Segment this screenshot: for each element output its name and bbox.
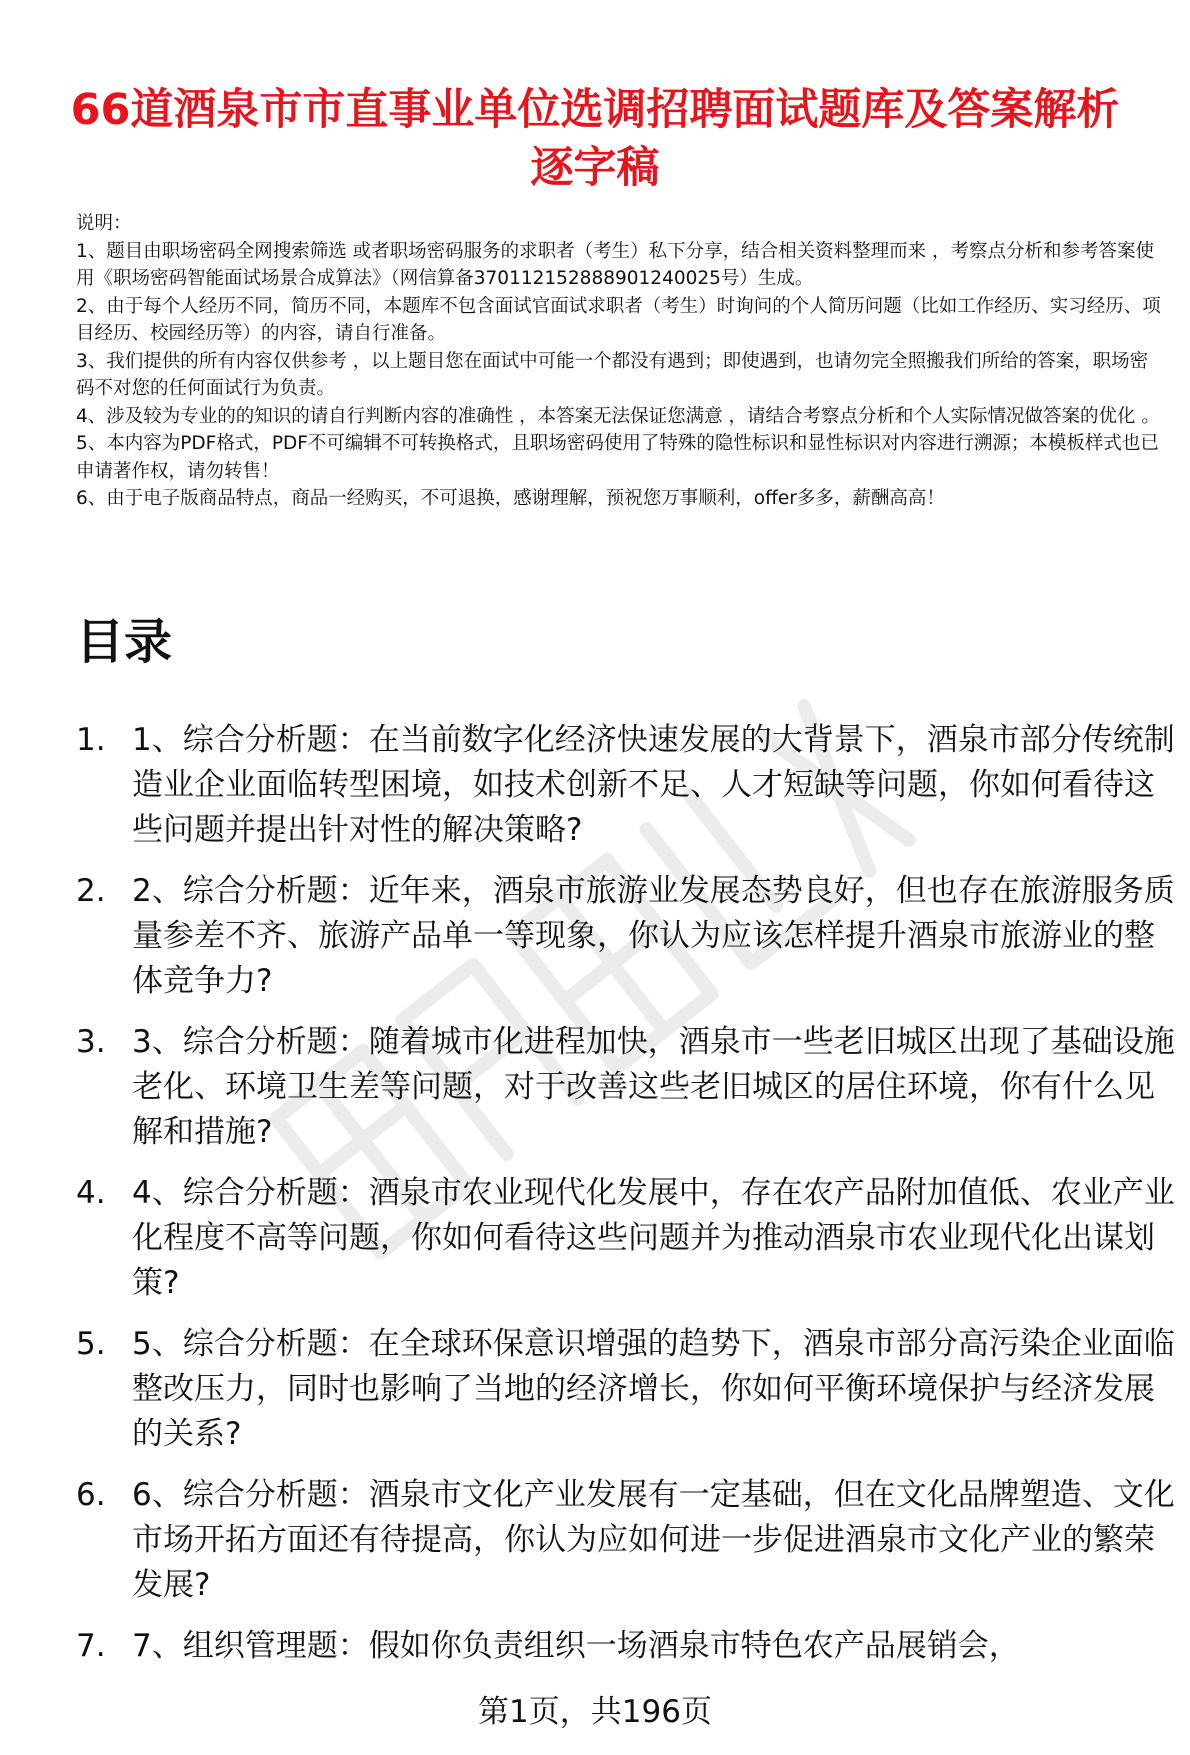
toc-item[interactable] <box>76 1473 1176 1608</box>
toc-item[interactable] <box>76 1020 1176 1155</box>
toc-item-number: 3. <box>76 1024 106 1060</box>
toc-item-number: 2. <box>76 873 106 909</box>
toc-item-text[interactable]: 6、综合分析题：酒泉市文化产业发展有一定基础，但在文化品牌塑造、文化市场开拓方面还有待提高，你认为应如何进一步促进酒泉市文化产业的繁荣发展? <box>132 1477 1175 1603</box>
toc-item-text[interactable]: 4、综合分析题：酒泉市农业现代化发展中，存在农产品附加值低、农业产业化程度不高等问题，你如何看待这些问题并为推动酒泉市农业现代化出谋划策? <box>132 1175 1175 1301</box>
toc-item[interactable] <box>76 1322 1176 1457</box>
document-title: 66道酒泉市市直事业单位选调招聘面试题库及答案解析逐字稿 <box>70 84 1120 193</box>
notes-heading: 说明： <box>76 213 132 234</box>
toc-item-text[interactable]: 7、组织管理题：假如你负责组织一场酒泉市特色农产品展销会， <box>132 1628 1020 1664</box>
notes-section <box>76 210 1166 513</box>
toc-heading: 目录 <box>76 614 173 670</box>
toc-item-number: 1. <box>76 722 106 758</box>
toc-item-text[interactable]: 1、综合分析题：在当前数字化经济快速发展的大背景下，酒泉市部分传统制造业企业面临转型困境，如技术创新不足、人才短缺等问题，你如何看待这些问题并提出针对性的解决策略? <box>132 722 1175 848</box>
toc-item-text[interactable]: 2、综合分析题：近年来，酒泉市旅游业发展态势良好，但也存在旅游服务质量参差不齐、旅游产品单一等现象，你认为应该怎样提升酒泉市旅游业的整体竞争力? <box>132 873 1175 999</box>
toc-item-number: 7. <box>76 1628 106 1664</box>
toc-item-text[interactable]: 5、综合分析题：在全球环保意识增强的趋势下，酒泉市部分高污染企业面临整改压力，同时也影响了当地的经济增长，你如何平衡环境保护与经济发展的关系? <box>132 1326 1175 1452</box>
toc-item[interactable] <box>76 1171 1176 1306</box>
note-item: 6、由于电子版商品特点，商品一经购买，不可退换，感谢理解，预祝您万事顺利，offer多多，薪酬高高！ <box>76 488 945 509</box>
toc-item-number: 4. <box>76 1175 106 1211</box>
toc-item-text[interactable]: 3、综合分析题：随着城市化进程加快，酒泉市一些老旧城区出现了基础设施老化、环境卫生差等问题，对于改善这些老旧城区的居住环境，你有什么见解和措施? <box>132 1024 1175 1150</box>
note-item: 5、本内容为PDF格式，PDF不可编辑不可转换格式，且职场密码使用了特殊的隐性标识和显性标识对内容进行溯源；本模板样式也已申请著作权，请勿转售！ <box>76 433 1159 482</box>
note-item: 3、我们提供的所有内容仅供参考 ，以上题目您在面试中可能一个都没有遇到；即使遇到，也请勿完全照搬我们所给的答案，职场密码不对您的任何面试行为负责。 <box>76 350 1149 399</box>
note-item: 2、由于每个人经历不同，简历不同，本题库不包含面试官面试求职者（考生）时询问的个人简历问题（比如工作经历、实习经历、项目经历、校园经历等）的内容，请自行准备。 <box>76 295 1161 344</box>
note-item: 1、题目由职场密码全网搜索筛选 或者职场密码服务的求职者（考生）私下分享，结合相关资料整理而来 ，考察点分析和参考答案使用《职场密码智能面试场景合成算法》（网信算备370112152888901240025号）生成。 <box>76 240 1155 289</box>
note-item: 4、涉及较为专业的的知识的请自行判断内容的准确性 ，本答案无法保证您满意 ，请结合考察点分析和个人实际情况做答案的优化 。 <box>76 405 1160 427</box>
toc-item[interactable] <box>76 1624 1176 1669</box>
toc-item[interactable] <box>76 718 1176 853</box>
toc-list <box>76 718 1176 1685</box>
toc-item-number: 6. <box>76 1477 106 1513</box>
toc-item[interactable] <box>76 869 1176 1004</box>
toc-item-number: 5. <box>76 1326 106 1362</box>
page-number: 第1页，共196页 <box>478 1694 712 1730</box>
